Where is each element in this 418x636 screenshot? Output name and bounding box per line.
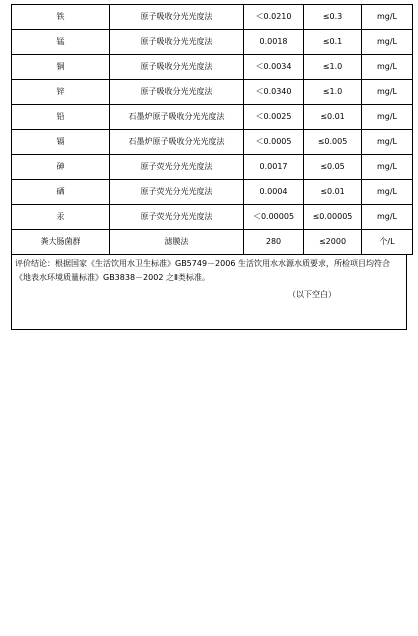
method-cell: 原子荧光分光光度法 [110,180,244,205]
limit-cell: ≤0.00005 [304,205,362,230]
unit-cell: mg/L [362,5,413,30]
result-cell: ＜0.0210 [244,5,304,30]
limit-cell: ≤1.0 [304,80,362,105]
method-cell: 原子荧光分光光度法 [110,155,244,180]
limit-cell: ≤2000 [304,230,362,255]
evaluation-conclusion-box [11,255,407,330]
table-row [12,230,413,255]
unit-cell: mg/L [362,80,413,105]
blank-below-note: （以下空白） [288,290,336,299]
method-cell: 滤膜法 [110,230,244,255]
evaluation-conclusion-text: 评价结论：根据国家《生活饮用水卫生标准》GB5749－2006 生活饮用水水源水质要求，所检项目均符合《地表水环境质量标准》GB3838－2002 之Ⅱ类标准。 [15,259,390,282]
item-cell: 锰 [12,30,110,55]
result-cell: ＜0.0034 [244,55,304,80]
item-cell: 镉 [12,130,110,155]
method-cell: 原子荧光分光光度法 [110,205,244,230]
table-row [12,5,413,30]
item-cell: 硒 [12,180,110,205]
table-row [12,30,413,55]
result-cell: 0.0018 [244,30,304,55]
unit-cell: mg/L [362,155,413,180]
table-row [12,180,413,205]
result-cell: 0.0017 [244,155,304,180]
result-cell: 280 [244,230,304,255]
limit-cell: ≤1.0 [304,55,362,80]
method-cell: 原子吸收分光光度法 [110,80,244,105]
method-cell: 石墨炉原子吸收分光光度法 [110,105,244,130]
unit-cell: mg/L [362,105,413,130]
limit-cell: ≤0.01 [304,180,362,205]
table-row [12,130,413,155]
results-table-body [12,5,413,255]
table-row [12,105,413,130]
table-row [12,205,413,230]
unit-cell: mg/L [362,55,413,80]
method-cell: 原子吸收分光光度法 [110,55,244,80]
method-cell: 石墨炉原子吸收分光光度法 [110,130,244,155]
limit-cell: ≤0.01 [304,105,362,130]
unit-cell: mg/L [362,30,413,55]
table-row [12,155,413,180]
method-cell: 原子吸收分光光度法 [110,5,244,30]
item-cell: 铅 [12,105,110,130]
result-cell: 0.0004 [244,180,304,205]
method-cell: 原子吸收分光光度法 [110,30,244,55]
table-row [12,80,413,105]
table-row [12,55,413,80]
water-quality-results-table [11,4,413,255]
result-cell: ＜0.00005 [244,205,304,230]
item-cell: 砷 [12,155,110,180]
result-cell: ＜0.0005 [244,130,304,155]
limit-cell: ≤0.005 [304,130,362,155]
result-cell: ＜0.0025 [244,105,304,130]
limit-cell: ≤0.3 [304,5,362,30]
unit-cell: mg/L [362,130,413,155]
limit-cell: ≤0.05 [304,155,362,180]
item-cell: 锌 [12,80,110,105]
result-cell: ＜0.0340 [244,80,304,105]
item-cell: 铜 [12,55,110,80]
test-report-page [11,4,407,330]
item-cell: 粪大肠菌群 [12,230,110,255]
item-cell: 铁 [12,5,110,30]
limit-cell: ≤0.1 [304,30,362,55]
unit-cell: mg/L [362,180,413,205]
unit-cell: 个/L [362,230,413,255]
unit-cell: mg/L [362,205,413,230]
item-cell: 汞 [12,205,110,230]
